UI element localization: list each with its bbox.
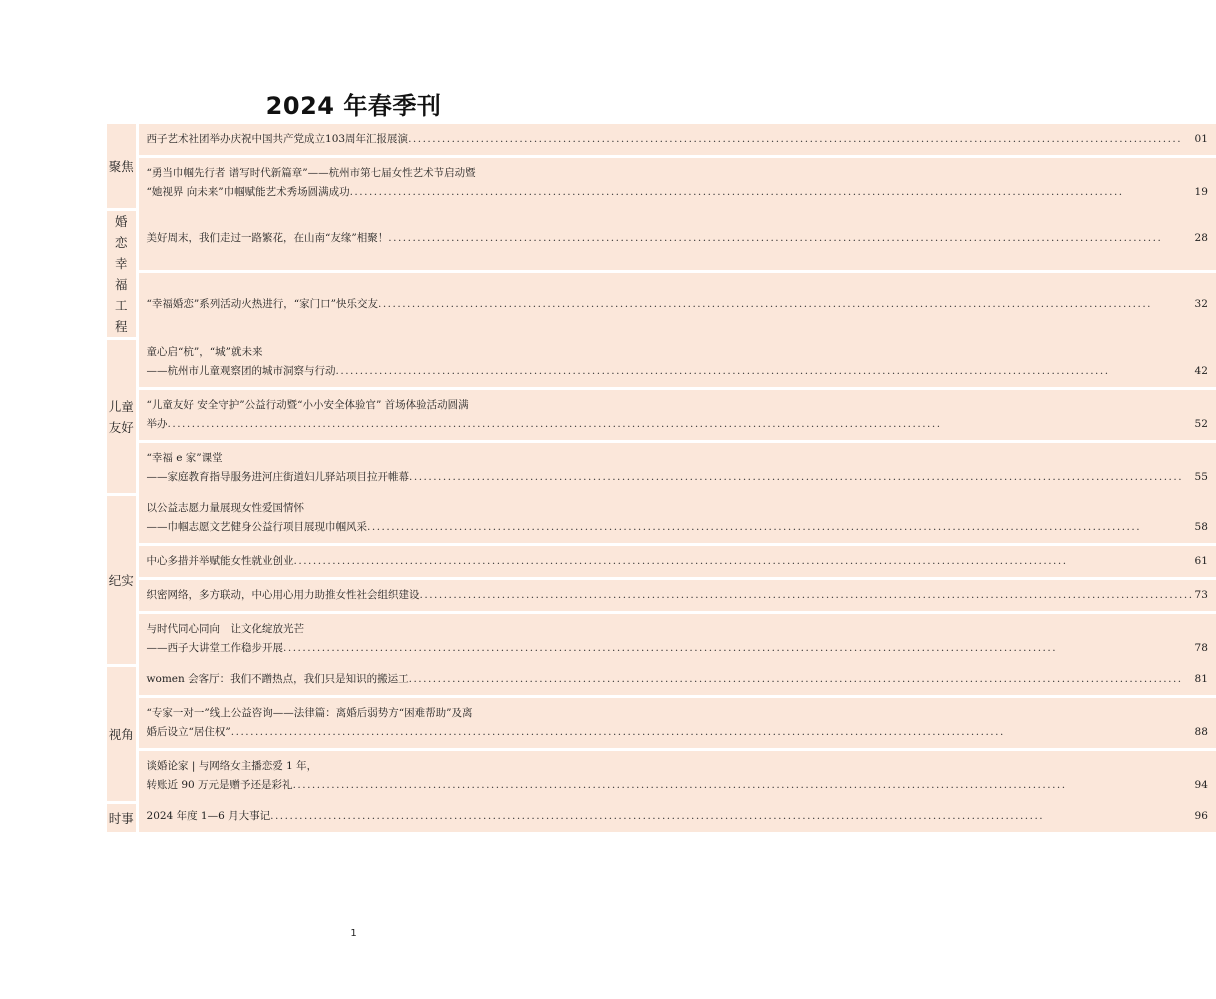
toc-page-number: 58 [1194,521,1208,533]
toc-entry-title: “幸福婚恋”系列活动火热进行，“家门口”快乐交友 [146,298,378,311]
toc-entry-line: “专家一对一”线上公益咨询——法律篇：离婚后弱势方“困难帮助”及离 [146,707,473,719]
toc-entry[interactable] [139,289,1216,320]
toc-entry[interactable] [139,223,1216,254]
toc-row [107,270,1216,337]
page-title: 2024 年春季刊 [265,92,442,120]
toc-entry-title: 转账近 90 万元是赠予还是彩礼 [146,779,293,791]
dot-leader [409,468,1194,487]
toc-entry[interactable] [139,801,1216,832]
toc-entry-title: 中心多措并举赋能女性就业创业 [146,555,294,567]
toc-row [107,664,1216,695]
toc-entry[interactable] [139,580,1216,611]
toc-row [107,337,1216,387]
toc-row [107,208,1216,270]
toc-entry[interactable] [139,698,1216,748]
toc-page-number: 52 [1194,418,1208,430]
toc-entry[interactable] [139,493,1216,543]
toc-page-number: 73 [1194,589,1208,601]
toc-row [107,440,1216,493]
toc-entry[interactable] [139,751,1216,801]
toc-row [107,493,1216,543]
dot-leader [350,183,1194,202]
page-number: 1 [350,928,357,939]
toc-category: 聚焦 [107,124,139,208]
toc-entry-line: 童心启“杭”，“城”就未来 [146,346,263,358]
dot-leader [388,229,1193,248]
toc-entry[interactable] [139,443,1216,493]
toc-page-number: 42 [1194,365,1208,377]
toc-entry-title: 2024 年度 1—6 月大事记 [146,810,271,822]
toc-page-number: 94 [1194,779,1208,791]
toc-page-number: 32 [1194,298,1208,311]
dot-leader [408,130,1193,149]
toc-category: 时事 [107,801,139,832]
dot-leader [336,362,1194,381]
toc-entry[interactable] [139,390,1216,440]
toc-row [107,155,1216,208]
toc-entry-title: 美好周末，我们走过一路繁花，在山南“友缘”相聚！ [146,232,389,245]
toc-row [107,695,1216,748]
dot-leader [378,295,1194,314]
dot-leader [168,415,1194,434]
toc-entry-title: ——巾帼志愿文艺健身公益行项目展现巾帼风采 [146,521,368,533]
toc-entry[interactable] [139,614,1216,664]
toc-entry-line: “勇当巾帼先行者 谱写时代新篇章”——杭州市第七届女性艺术节启动暨 [146,167,476,179]
toc-entry-line: 与时代同心同向 让文化绽放光芒 [146,623,305,635]
toc-entry[interactable] [139,158,1216,208]
toc-row [107,124,1216,155]
toc-entry-line: 以公益志愿力量展现女性爱国情怀 [146,502,305,514]
dot-leader [409,670,1194,689]
toc-page-number: 28 [1194,232,1208,245]
toc-page-number: 88 [1194,726,1208,738]
toc-page-number: 96 [1194,810,1208,822]
toc-entry-line: 谈婚论家 | 与网络女主播恋爱 1 年， [146,760,318,772]
toc-row [107,801,1216,832]
toc-entry-title: ——西子大讲堂工作稳步开展 [146,642,284,654]
toc-category: 视角 [107,664,139,801]
toc-category: 婚恋幸福工程 [107,208,139,337]
dot-leader [420,586,1194,605]
dot-leader [283,639,1194,658]
toc-category: 儿童友好 [107,337,139,493]
dot-leader [231,723,1194,742]
toc-page-number: 01 [1194,133,1208,145]
toc-entry-title: 织密网络，多方联动，中心用心用力助推女性社会组织建设 [146,589,420,601]
toc-row [107,611,1216,664]
toc-entry-title: 婚后设立“居住权” [146,726,231,738]
dot-leader [270,807,1193,826]
dot-leader [294,552,1194,571]
toc-entry[interactable] [139,124,1216,155]
toc-page-number: 61 [1194,555,1208,567]
toc-entry-line: “幸福 e 家”课堂 [146,452,223,464]
toc-page-number: 81 [1194,673,1208,685]
toc-entry-title: women 会客厅：我们不蹭热点，我们只是知识的搬运工 [146,673,409,685]
toc-page-number: 55 [1194,471,1208,483]
toc-entry-title: ——杭州市儿童观察团的城市洞察与行动 [146,365,336,377]
dot-leader [293,776,1194,795]
toc-entry-title: ——家庭教育指导服务进河庄街道妇儿驿站项目拉开帷幕 [146,471,410,483]
toc-entry[interactable] [139,546,1216,577]
toc-entry[interactable] [139,337,1216,387]
table-of-contents [107,124,1216,832]
toc-page-number: 19 [1194,186,1208,198]
toc-row [107,387,1216,440]
toc-row [107,543,1216,577]
toc-entry[interactable] [139,664,1216,695]
toc-row [107,748,1216,801]
toc-entry-title: 举办 [146,418,168,430]
dot-leader [367,518,1194,537]
toc-entry-title: “她视界 向未来”巾帼赋能艺术秀场圆满成功 [146,186,350,198]
toc-entry-title: 西子艺术社团举办庆祝中国共产党成立103周年汇报展演 [146,133,409,145]
toc-entry-line: “儿童友好 安全守护”公益行动暨“小小安全体验官” 首场体验活动圆满 [146,399,469,411]
toc-page-number: 78 [1194,642,1208,654]
toc-category: 纪实 [107,493,139,664]
toc-row [107,577,1216,611]
